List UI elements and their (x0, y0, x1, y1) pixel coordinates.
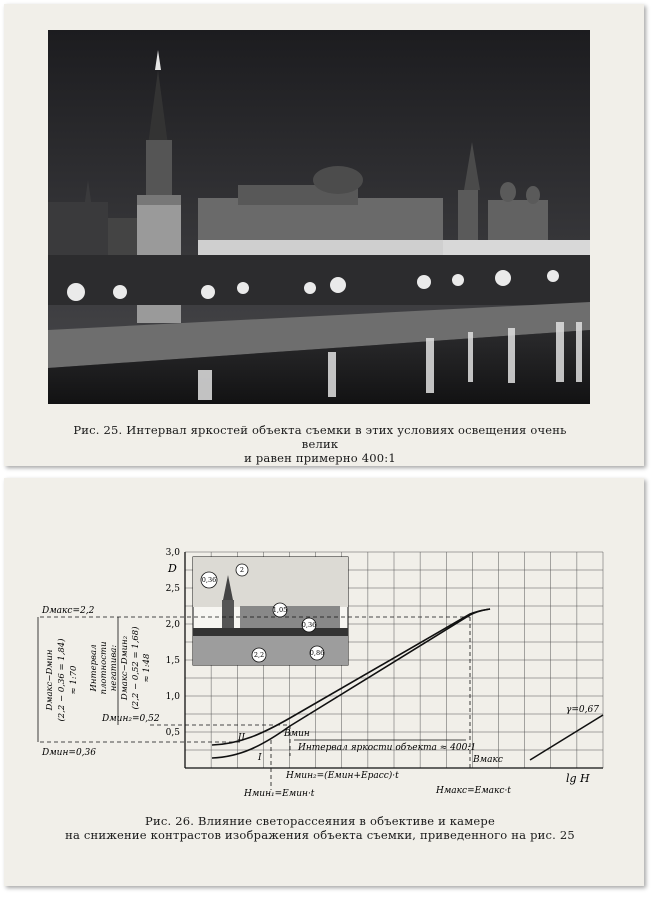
mid-interval-text: Интервал (89, 644, 99, 692)
curve-II-label: II (238, 733, 246, 743)
y-tick-label: 0,5 (165, 728, 180, 738)
mid-interval-text: Dмакс−Dмин₂ (120, 635, 130, 701)
left-interval-text: ≈ 1:70 (69, 665, 79, 695)
inset-label: 0,36 (301, 621, 317, 629)
inset-label: 0,86 (309, 649, 325, 657)
hmax-label: Hмакс=Eмакс·t (436, 786, 511, 796)
caption-line: на снижение контрастов изображения объекта съемки, приведенного на рис. 25 (65, 828, 575, 842)
caption-line: и равен примерно 400:1 (244, 451, 396, 465)
figure-26-caption (40, 814, 600, 842)
caption-line: Рис. 26. Влияние светорассеяния в объективе и камере (145, 814, 495, 828)
curve-I-label: I (258, 753, 262, 763)
y-tick-label: 3,0 (165, 548, 180, 558)
figure-25-caption (60, 423, 580, 465)
mid-interval-text: плотности (99, 641, 109, 695)
inset-label: 2 (239, 566, 245, 574)
caption-line: Рис. 25. Интервал яркостей объекта съемки в этих условиях освещения очень велик (73, 423, 567, 451)
mid-interval-text: негатива: (109, 644, 119, 692)
y-tick-label: 1,0 (165, 692, 180, 702)
mid-interval-text: (2,2 − 0,52 = 1,68) (131, 626, 141, 710)
characteristic-curve-chart (0, 540, 655, 810)
bmax-label: Bмакс (473, 755, 503, 765)
gamma-line (530, 715, 603, 760)
inset-label: 0,36 (201, 576, 217, 584)
inset-kremlin-drawing (193, 557, 348, 665)
dmax-label: Dмакс=2,2 (42, 606, 95, 616)
inset-label: 2,2 (253, 651, 265, 659)
y-tick-label: 2,0 (165, 620, 180, 630)
dmin-label: Dмин=0,36 (42, 748, 96, 758)
mid-interval-text: ≈ 1:48 (142, 653, 152, 683)
hmin-label: Hмин₁=Eмин·t (244, 789, 315, 799)
hmin2-label: Hмин₂=(Eмин+Eрасс)·t (286, 771, 399, 781)
left-interval-text: (2,2 − 0,36 = 1,84) (57, 638, 67, 722)
inset-label: 1,05 (272, 606, 288, 614)
gamma-label: γ=0,67 (566, 705, 599, 715)
y-tick-label: 2,5 (165, 584, 180, 594)
y-tick-labels (166, 548, 181, 738)
y-tick-label: 1,5 (165, 656, 180, 666)
bmin-label: Bмин (284, 729, 310, 739)
x-axis-label: lg H (566, 772, 590, 785)
kremlin-night-photo (48, 30, 590, 404)
left-interval-text: Dмакс−Dмин (45, 649, 55, 711)
brightness-interval-label: Интервал яркости объекта ≈ 400:1 (298, 743, 477, 753)
dmin2-label: Dмин₂=0,52 (102, 714, 160, 724)
y-axis-label: D (168, 562, 177, 575)
